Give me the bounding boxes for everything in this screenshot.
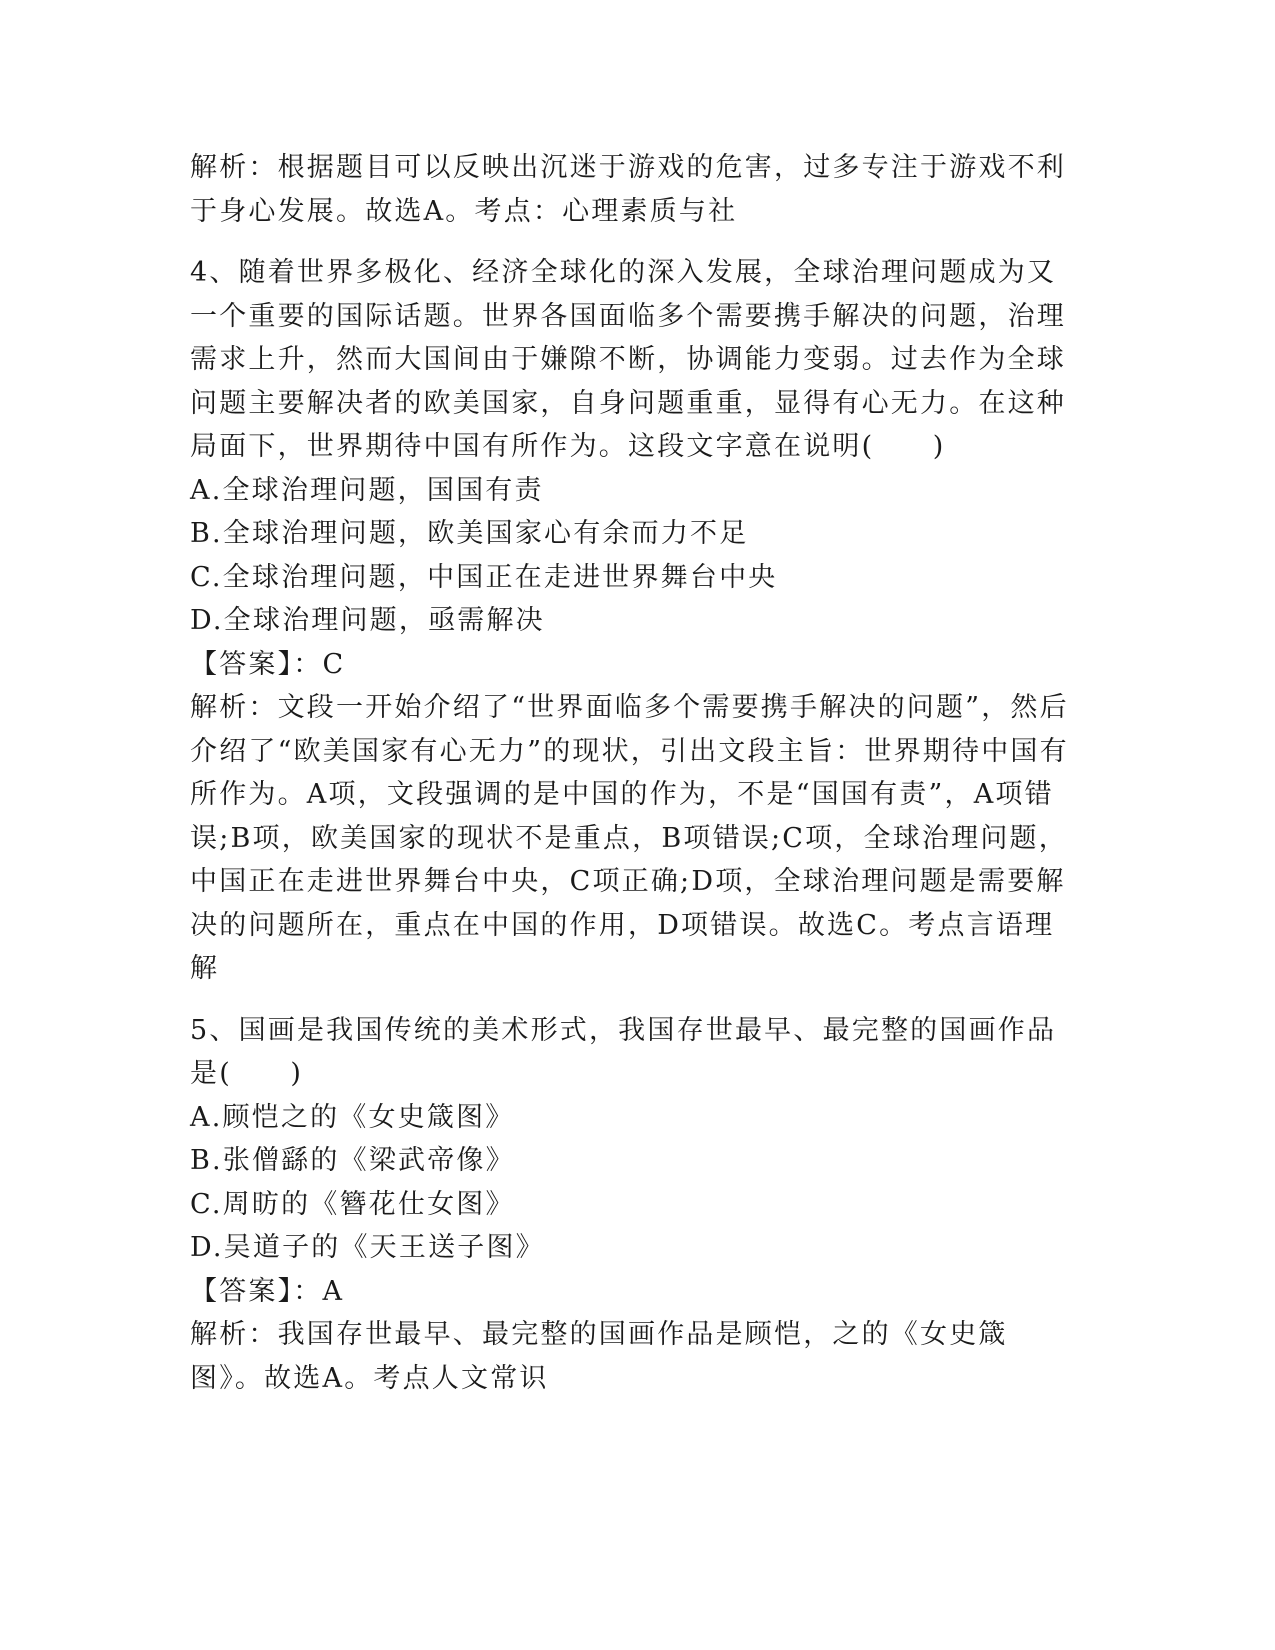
q3-analysis: 解析：根据题目可以反映出沉迷于游戏的危害，过多专注于游戏不利于身心发展。故选A。考点：心理素质与社 — [190, 152, 1066, 227]
spacer — [190, 991, 1080, 1009]
q5-option-b: B.张僧繇的《梁武帝像》 — [190, 1145, 515, 1176]
q5-option-a: A.顾恺之的《女史箴图》 — [190, 1101, 515, 1133]
q5-option-d: D.吴道子的《天王送子图》 — [190, 1232, 545, 1263]
q5-answer: 【答案】：A — [190, 1275, 345, 1307]
q4-option-c: C.全球治理问题，中国正在走进世界舞台中央 — [190, 561, 778, 593]
q5-analysis: 解析：我国存世最早、最完整的国画作品是顾恺，之的《女史箴图》。故选A。考点人文常识 — [190, 1319, 1008, 1394]
q4-option-b: B.全球治理问题，欧美国家心有余而力不足 — [190, 518, 749, 549]
page-content — [190, 146, 1080, 1400]
spacer — [190, 233, 1080, 251]
question-5 — [190, 1009, 1080, 1401]
q4-stem: 4、随着世界多极化、经济全球化的深入发展，全球治理问题成为又一个重要的国际话题。世界各国面临多个需要携手解决的问题，治理需求上升，然而大国间由于嫌隙不断，协调能力变弱。过去作为全球问题主要解决者的欧美国家，自身问题重重，显得有心无力。在这种局面下，世界期待中国有所作为。这段文字意在说明( ) — [190, 257, 1066, 462]
q4-answer: 【答案】：C — [190, 648, 346, 680]
q5-stem: 5、国画是我国传统的美术形式，我国存世最早、最完整的国画作品是( ) — [190, 1014, 1057, 1089]
q4-option-d: D.全球治理问题，亟需解决 — [190, 605, 545, 636]
q5-option-c: C.周昉的《簪花仕女图》 — [190, 1188, 515, 1220]
q4-analysis: 解析：文段一开始介绍了“世界面临多个需要携手解决的问题”，然后介绍了“欧美国家有心无力”的现状，引出文段主旨：世界期待中国有所作为。A项，文段强调的是中国的作为，不是“国国有责”，A项错误;B项，欧美国家的现状不是重点，B项错误;C项，全球治理问题，中国正在走进世界舞台中央，C项正确;D项，全球治理问题是需要解决的问题所在，重点在中国的作用，D项错误。故选C。考点言语理解 — [190, 692, 1069, 984]
question-4 — [190, 251, 1080, 991]
q4-option-a: A.全球治理问题，国国有责 — [190, 474, 544, 506]
